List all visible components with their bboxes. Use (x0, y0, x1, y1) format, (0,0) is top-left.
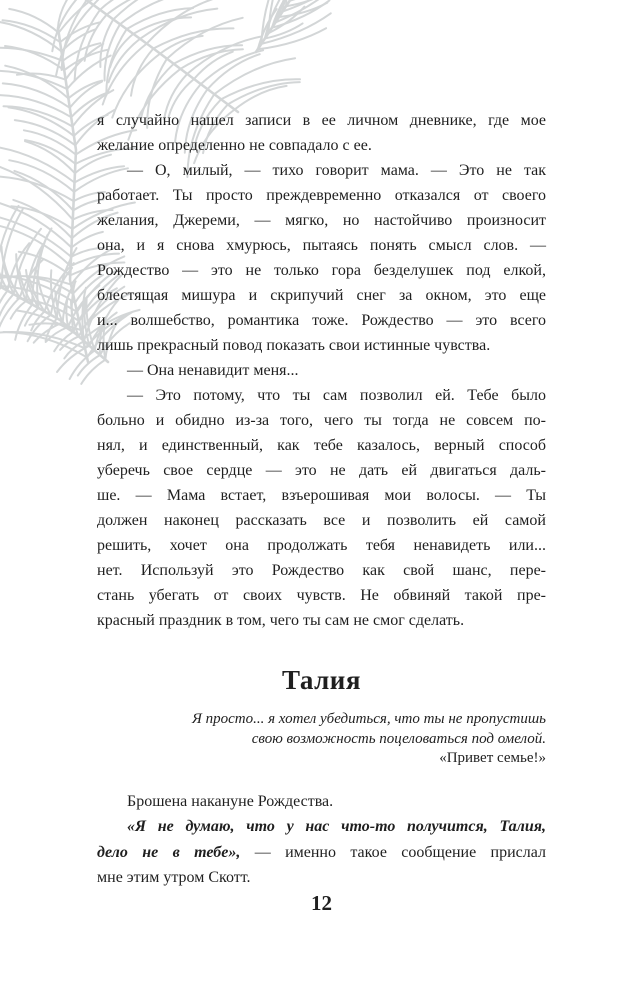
body-line: желание определенно не совпадало с ее. (97, 137, 372, 154)
body-line: ше. — Мама встает, взъерошивая мои волосы. — Ты (97, 487, 546, 504)
chapter-epigraph (97, 710, 546, 769)
body-line: красный праздник в том, чего ты сам не смог сделать. (97, 612, 465, 629)
epigraph-line: «Привет семье!» (439, 750, 546, 766)
body-line: лишь прекрасный повод показать свои истинные чувства. (97, 337, 491, 354)
body-text (97, 108, 546, 633)
page-number: 12 (311, 891, 332, 915)
section-line (97, 840, 546, 866)
quoted-message-text: дело не в тебе», (97, 843, 255, 861)
body-line: работает. Ты просто преждевременно отказался от своего (97, 187, 546, 204)
body-line: стань убегать от своих чувств. Не обвиняй такой пре- (97, 587, 546, 604)
body-line: блестящая мишура и скрипучий снег за окном, это еще (97, 287, 546, 304)
section-line (97, 814, 546, 840)
body-line: она, и я снова хмурюсь, пытаясь понять смысл слов. — (97, 237, 546, 254)
narration-text: Брошена накануне Рождества. (127, 792, 334, 810)
body-line: — О, милый, — тихо говорит мама. — Это не так (127, 162, 546, 179)
narration-text: мне этим утром Скотт. (97, 869, 251, 886)
body-line: нет. Используй это Рождество как свой шанс, пере- (97, 562, 546, 579)
body-line: нял, и единственный, как тебе казалось, верный способ (97, 437, 546, 454)
epigraph-line: свою возможность поцеловаться под омелой. (251, 730, 546, 747)
quoted-message-text: «Я не думаю, что у нас что-то получится, Талия, (127, 818, 546, 835)
body-line: уберечь свое сердце — это не дать ей двигаться даль- (97, 462, 546, 479)
chapter-title: Талия (282, 665, 361, 695)
body-line: я случайно нашел записи в ее личном дневнике, где мое (97, 112, 546, 129)
body-line: — Она ненавидит меня... (127, 362, 299, 379)
epigraph-line: Я просто... я хотел убедиться, что ты не пропустишь (191, 711, 546, 727)
body-line: и... волшебство, романтика тоже. Рождество — это всего (97, 312, 546, 329)
section-line (97, 789, 546, 815)
body-line: — Это потому, что ты сам позволил ей. Тебе было (127, 387, 546, 404)
body-line: должен наконец рассказать все и позволить ей самой (97, 512, 546, 529)
body-line: желания, Джереми, — мягко, но настойчиво произносит (97, 212, 546, 229)
page-content (97, 108, 546, 891)
section-text (97, 789, 546, 891)
narration-text: — именно такое сообщение прислал (254, 843, 546, 861)
body-line: Рождество — это не только гора безделушек под елкой, (97, 262, 546, 279)
body-line: решить, хочет она продолжать тебя ненавидеть или... (97, 537, 546, 554)
section-line (97, 865, 546, 891)
body-line: больно и обидно из-за того, чего ты тогда не совсем по- (97, 412, 546, 429)
